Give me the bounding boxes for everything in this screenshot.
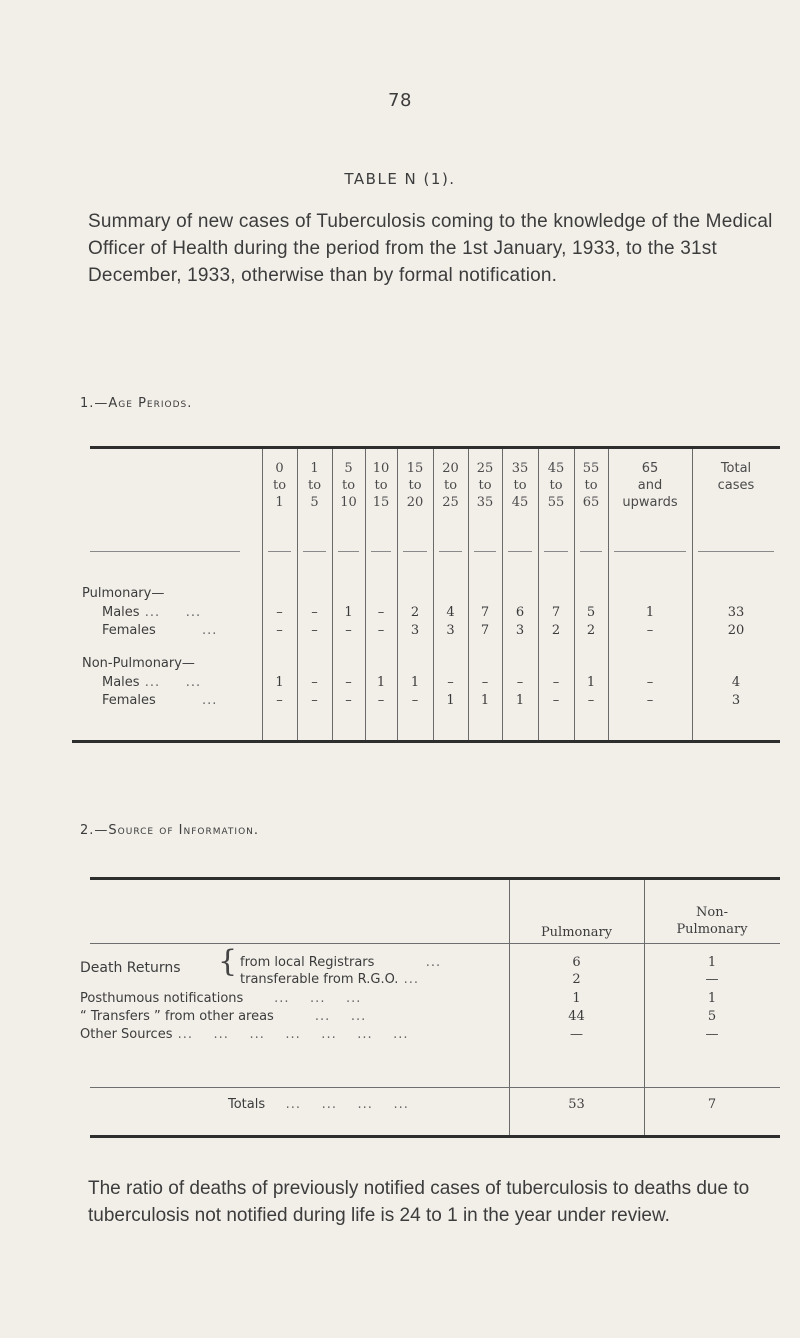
age-column-header-line: to <box>374 478 388 493</box>
source-row-label-text: Other Sources <box>80 1027 173 1042</box>
table-cell: – <box>646 623 654 638</box>
age-periods-heading: 1.—Age Periods. <box>80 396 193 411</box>
table-cell: – <box>481 675 489 690</box>
table-cell: 4 <box>731 675 741 690</box>
age-column-header-line: and <box>637 478 663 493</box>
table-cell: – <box>447 675 454 690</box>
age-column-header-line: 65 <box>582 495 600 510</box>
source-cell-pulmonary: 6 <box>572 955 581 970</box>
table-cell: – <box>377 693 385 708</box>
table-cell: – <box>345 693 352 708</box>
age-column-header-line: 1 <box>310 461 319 476</box>
age-column-header-line: 15 <box>372 495 390 510</box>
table-cell: – <box>552 693 560 708</box>
age-column-header-line: 5 <box>344 461 353 476</box>
table-cell: 4 <box>446 605 455 620</box>
table-cell: – <box>377 623 385 638</box>
row-label-text: Males <box>102 675 140 690</box>
header-rule <box>439 551 462 552</box>
leader-dots: ... ... <box>139 675 202 690</box>
leader-dots: ... ... <box>139 605 202 620</box>
row-label-text: Females <box>102 693 156 708</box>
age-column-header-line: 45 <box>511 495 529 510</box>
age-column-header-line: to <box>408 478 422 493</box>
age-column-header-line: Total <box>720 461 752 476</box>
age-column-header-line: 10 <box>372 461 390 476</box>
table-cell: 3 <box>410 623 420 638</box>
table-cell: – <box>345 675 352 690</box>
group-label: Pulmonary— <box>82 586 165 601</box>
table-cell: – <box>276 693 283 708</box>
age-periods-table <box>72 440 780 745</box>
table-cell: 3 <box>731 693 741 708</box>
age-column-header <box>365 460 397 511</box>
age-column-header <box>397 460 433 511</box>
age-column-header-line: to <box>513 478 527 493</box>
table-cell: – <box>552 675 560 690</box>
age-column-header-line: 25 <box>442 495 459 510</box>
source-row-label <box>80 991 361 1006</box>
totals-label: Totals ... ... ... ... <box>228 1097 409 1112</box>
table-cell: 7 <box>480 623 490 638</box>
summary-paragraph: Summary of new cases of Tuberculosis coming to the knowledge of the Medical Officer of Health during the period from the 1st January, 1933, to the 31st December, 1933, otherwise than by formal notification. <box>88 211 773 286</box>
table-cell: – <box>587 693 595 708</box>
age-column-header-line: to <box>478 478 492 493</box>
table-cell: – <box>646 675 654 690</box>
table-cell: – <box>377 605 385 620</box>
table-cell: – <box>311 605 318 620</box>
table-cell: 7 <box>551 605 561 620</box>
table-cell: 1 <box>410 675 420 690</box>
leader-dots: ... <box>155 623 218 638</box>
age-column-header-line: 0 <box>275 461 284 476</box>
age-column-header <box>574 460 608 511</box>
closing-paragraph: The ratio of deaths of previously notified cases of tuberculosis to deaths due to tuberculosis not notified during life is 24 to 1 in the year under review. <box>88 1178 750 1226</box>
header-rule <box>474 551 496 552</box>
table-cell: 1 <box>376 675 386 690</box>
age-column-header <box>262 460 297 511</box>
source-cell-non-pulmonary: 5 <box>707 1009 717 1024</box>
header-rule <box>403 551 427 552</box>
header-rule <box>90 551 240 552</box>
table-cell: – <box>311 675 318 690</box>
age-column-header-line: 20 <box>442 461 459 476</box>
table-cell: 3 <box>515 623 525 638</box>
leader-dots: ... <box>155 693 218 708</box>
table-cell: 1 <box>515 693 525 708</box>
col-header-non-pulmonary-line2: Pulmonary <box>676 922 748 937</box>
age-column-header-line: cases <box>717 478 755 493</box>
source-cell-pulmonary: 44 <box>568 1009 585 1024</box>
age-column-header-line: 65 <box>641 461 659 476</box>
row-label <box>102 675 201 690</box>
leader-dots: ... ... ... ... ... ... ... <box>172 1027 409 1042</box>
table-cell: 1 <box>645 605 655 620</box>
src-top-rule <box>90 877 780 880</box>
source-row-label <box>240 955 441 970</box>
source-cell-non-pulmonary: 1 <box>707 991 717 1006</box>
header-rule <box>580 551 602 552</box>
source-cell-pulmonary: 2 <box>572 972 581 987</box>
age-column-header <box>468 460 502 511</box>
age-column-header <box>692 460 780 494</box>
age-column-header-line: 10 <box>340 495 357 510</box>
source-row-label-text: transferable from R.G.O. <box>240 972 399 987</box>
header-rule <box>268 551 291 552</box>
table-cell: – <box>411 693 419 708</box>
age-column-header-line: to <box>272 478 287 493</box>
age-column-header-line: 25 <box>476 461 494 476</box>
table-cell: 7 <box>480 605 490 620</box>
header-rule <box>698 551 774 552</box>
row-label-text: Females <box>102 623 156 638</box>
age-column-header-line: to <box>549 478 563 493</box>
header-rule <box>544 551 568 552</box>
table-title: TABLE N (1). <box>344 170 456 188</box>
age-column-header <box>502 460 538 511</box>
age-column-header-line: 15 <box>406 461 424 476</box>
source-cell-pulmonary: 1 <box>572 991 581 1006</box>
table-cell: – <box>311 693 318 708</box>
age-column-header-line: 55 <box>547 495 565 510</box>
table-cell: 2 <box>551 623 561 638</box>
death-returns-label: Death Returns <box>80 960 181 976</box>
source-row-label <box>80 1009 366 1024</box>
table-top-rule <box>90 446 780 449</box>
row-label-text: Males <box>102 605 140 620</box>
age-column-header-line: upwards <box>622 495 678 510</box>
row-label <box>102 605 201 620</box>
group-label: Non-Pulmonary— <box>82 656 195 671</box>
leader-dots: ... ... ... <box>243 991 362 1006</box>
page-number: 78 <box>388 90 412 111</box>
col-header-pulmonary: Pulmonary <box>540 925 613 940</box>
source-row-label <box>80 1027 409 1042</box>
table-cell: – <box>311 623 318 638</box>
table-cell: 20 <box>727 623 745 638</box>
age-column-header-line: to <box>307 478 322 493</box>
age-column-header-line: to <box>443 478 458 493</box>
header-rule <box>303 551 326 552</box>
table-cell: 2 <box>410 605 420 620</box>
header-rule <box>338 551 359 552</box>
age-column-header-line: 20 <box>406 495 424 510</box>
source-heading: 2.—Source of Information. <box>80 823 260 838</box>
leader-dots: ... ... <box>273 1009 367 1024</box>
table-cell: – <box>516 675 524 690</box>
age-column-header <box>297 460 332 511</box>
age-column-header <box>538 460 574 511</box>
age-column-header <box>608 460 692 511</box>
death-returns-brace: { <box>218 944 238 979</box>
row-label <box>102 693 217 708</box>
age-column-header-line: to <box>584 478 598 493</box>
source-row-label-text: “ Transfers ” from other areas <box>80 1009 274 1024</box>
header-rule <box>508 551 532 552</box>
age-column-header-line: 45 <box>547 461 565 476</box>
source-cell-pulmonary: — <box>570 1027 583 1042</box>
src-totals-rule <box>90 1087 780 1088</box>
src-bottom-rule <box>90 1135 780 1138</box>
table-cell: 33 <box>727 605 745 620</box>
age-column-header <box>433 460 468 511</box>
source-cell-non-pulmonary: — <box>705 1027 719 1042</box>
table-cell: 3 <box>446 623 455 638</box>
header-rule <box>371 551 391 552</box>
leader-dots: ... <box>398 972 419 987</box>
table-cell: – <box>646 693 654 708</box>
age-column-header <box>332 460 365 511</box>
table-cell: – <box>276 605 283 620</box>
totals-pulmonary: 53 <box>568 1097 585 1112</box>
leader-dots: ... <box>374 955 442 970</box>
source-cell-non-pulmonary: 1 <box>707 955 717 970</box>
totals-non-pulmonary: 7 <box>707 1097 717 1112</box>
src-header-rule <box>90 943 780 944</box>
age-column-header-line: 5 <box>310 495 319 510</box>
source-row-label-text: Posthumous notifications <box>80 991 244 1006</box>
age-column-header-line: 35 <box>511 461 529 476</box>
age-column-header-line: to <box>341 478 356 493</box>
table-cell: 1 <box>480 693 490 708</box>
source-row-label <box>240 972 419 987</box>
table-cell: 1 <box>586 675 596 690</box>
age-column-header-line: 55 <box>582 461 600 476</box>
table-cell: 1 <box>344 605 353 620</box>
table-cell: 5 <box>586 605 596 620</box>
table-cell: 6 <box>515 605 525 620</box>
age-column-header-line: 35 <box>476 495 494 510</box>
age-column-header-line: 1 <box>275 495 284 510</box>
source-table <box>72 875 780 1140</box>
table-cell: 2 <box>586 623 596 638</box>
header-rule <box>614 551 686 552</box>
col-header-non-pulmonary-line1: Non- <box>696 905 728 920</box>
table-bottom-rule <box>72 740 780 743</box>
table-cell: – <box>345 623 352 638</box>
row-label <box>102 623 217 638</box>
table-cell: 1 <box>446 693 455 708</box>
source-cell-non-pulmonary: — <box>705 972 719 987</box>
table-cell: 1 <box>275 675 284 690</box>
source-row-label-text: from local Registrars <box>240 955 375 970</box>
table-cell: – <box>276 623 283 638</box>
